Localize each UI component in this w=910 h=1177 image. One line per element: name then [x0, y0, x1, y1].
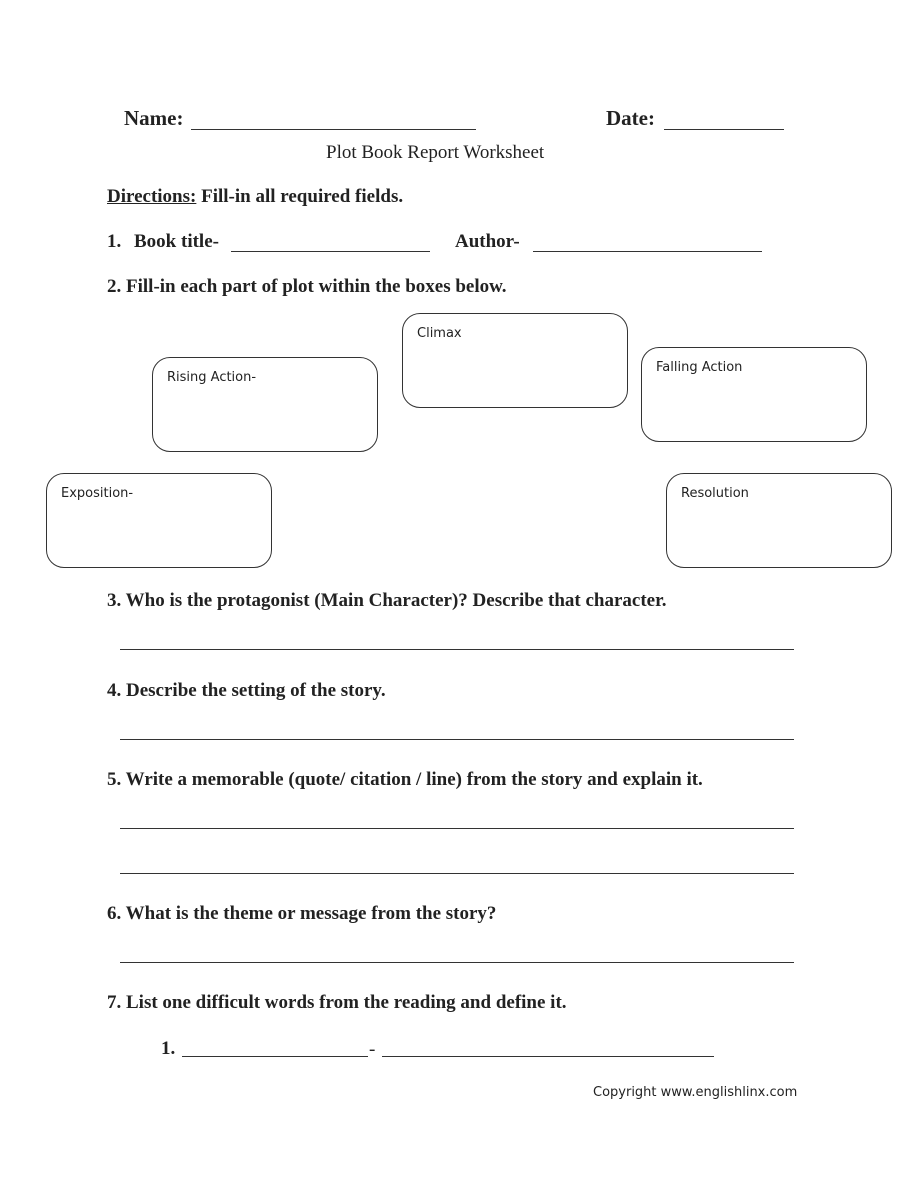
- book-title-label: Book title-: [134, 231, 219, 252]
- resolution-label: Resolution: [681, 486, 749, 501]
- page-title: Plot Book Report Worksheet: [326, 142, 545, 163]
- q7-item-number: 1.: [161, 1038, 176, 1059]
- resolution-box[interactable]: [666, 473, 892, 568]
- directions: [107, 186, 403, 208]
- date-label: Date:: [606, 106, 655, 130]
- rising-action-label: Rising Action-: [167, 370, 257, 385]
- directions-text: Fill-in all required fields.: [201, 186, 404, 207]
- q5-answer-line-1[interactable]: [120, 828, 794, 829]
- exposition-label: Exposition-: [61, 486, 134, 501]
- q5-answer-line-2[interactable]: [120, 873, 794, 874]
- definition-field[interactable]: [382, 1056, 714, 1057]
- copyright: Copyright www.englishlinx.com: [593, 1085, 798, 1100]
- directions-label: Directions:: [107, 186, 197, 207]
- falling-action-label: Falling Action: [656, 360, 743, 375]
- q4-answer-line[interactable]: [120, 739, 794, 740]
- question-7: 7. List one difficult words from the reading and define it.: [107, 992, 567, 1013]
- rising-action-box[interactable]: [152, 357, 378, 452]
- falling-action-box[interactable]: [641, 347, 867, 442]
- author-label: Author-: [455, 231, 520, 252]
- question-5: 5. Write a memorable (quote/ citation / line) from the story and explain it.: [107, 769, 703, 790]
- q6-answer-line[interactable]: [120, 962, 794, 963]
- question-3: 3. Who is the protagonist (Main Character)? Describe that character.: [107, 590, 667, 611]
- date-field[interactable]: [664, 129, 784, 130]
- climax-label: Climax: [417, 326, 462, 341]
- name-label: Name:: [124, 106, 184, 130]
- climax-box[interactable]: [402, 313, 628, 408]
- name-field[interactable]: [191, 129, 476, 130]
- exposition-box[interactable]: [46, 473, 272, 568]
- q7-separator: -: [369, 1039, 376, 1060]
- difficult-word-field[interactable]: [182, 1056, 368, 1057]
- question-6: 6. What is the theme or message from the story?: [107, 903, 497, 924]
- question-2: 2. Fill-in each part of plot within the boxes below.: [107, 276, 507, 297]
- question-4: 4. Describe the setting of the story.: [107, 680, 386, 701]
- author-field[interactable]: [533, 251, 762, 252]
- q1-number: 1.: [107, 231, 122, 252]
- book-title-field[interactable]: [231, 251, 430, 252]
- q3-answer-line[interactable]: [120, 649, 794, 650]
